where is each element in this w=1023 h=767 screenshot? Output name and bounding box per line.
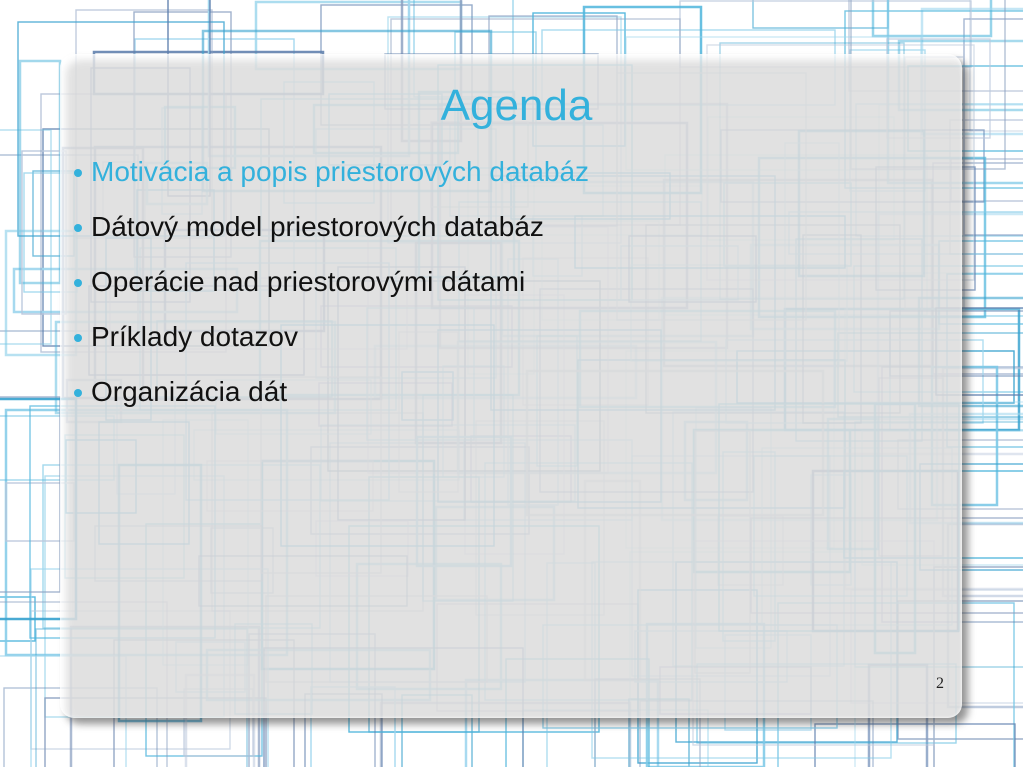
slide-title — [0, 80, 1023, 132]
bullet-dot-icon — [74, 224, 82, 232]
bullet-dot-icon — [74, 279, 82, 287]
bullet-dot-icon — [74, 169, 82, 177]
bullet-dot-icon — [74, 389, 82, 397]
slide-title-text: Agenda — [440, 81, 593, 130]
agenda-item-label: Operácie nad priestorovými dátami — [91, 266, 526, 297]
agenda-item-label: Príklady dotazov — [91, 321, 298, 352]
agenda-item-label: Dátový model priestorových databáz — [91, 211, 544, 242]
agenda-item-label: Organizácia dát — [91, 376, 288, 407]
agenda-item-label: Motivácia a popis priestorových databáz — [91, 156, 590, 187]
bullet-dot-icon — [74, 334, 82, 342]
page-number: 2 — [936, 675, 944, 692]
